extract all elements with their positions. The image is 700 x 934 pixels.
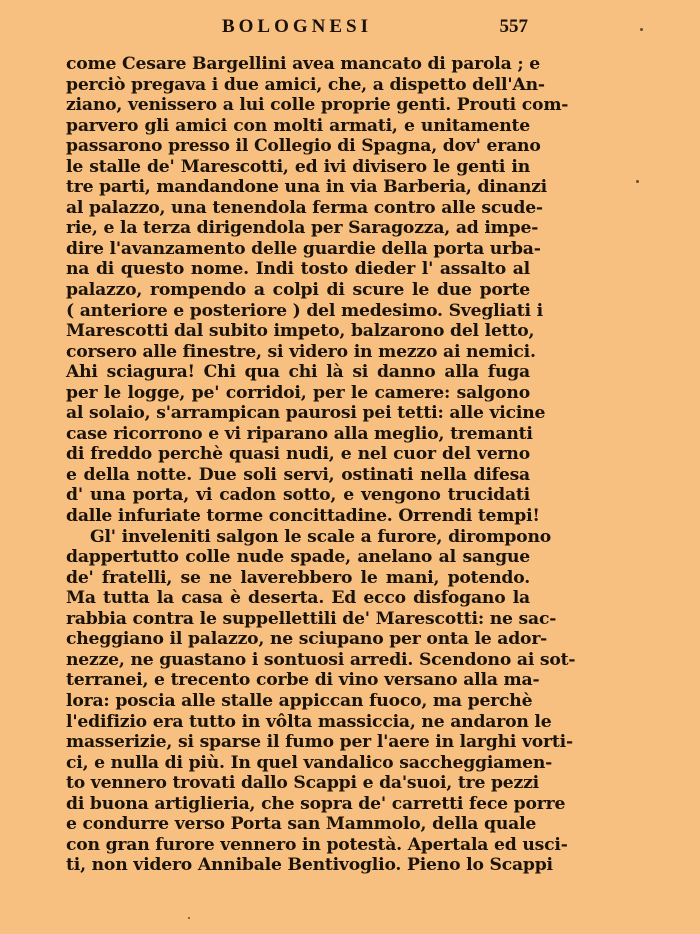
- text-line: per le logge, pe' corridoi, per le camere: salgono: [66, 382, 530, 403]
- text-line: perciò pregava i due amici, che, a dispetto dell'An-: [66, 74, 545, 95]
- text-line: con gran furore vennero in potestà. Apertala ed usci-: [66, 834, 568, 855]
- text-line: ci, e nulla di più. In quel vandalico saccheggiamen-: [66, 752, 553, 773]
- text-line: ziano, venissero a lui colle proprie genti. Prouti com-: [66, 95, 569, 116]
- text-line: ( anteriore e posteriore ) del medesimo. Svegliati i: [66, 300, 543, 321]
- text-line: Ahi sciagura! Chi qua chi là si danno alla fuga: [66, 362, 530, 383]
- text-line: de' fratelli, se ne laverebbero le mani, potendo.: [66, 567, 530, 588]
- text-line: dappertutto colle nude spade, anelano al sangue: [66, 547, 530, 568]
- text-line: Marescotti dal subito impeto, balzarono del letto,: [66, 321, 535, 342]
- text-line: Gl' inveleniti salgon le scale a furore, dirompono: [90, 526, 552, 547]
- text-line: dire l'avanzamento delle guardie della porta urba-: [66, 238, 541, 259]
- page-number: 557: [499, 16, 528, 37]
- text-line: rabbia contra le suppellettili de' Marescotti: ne sac-: [66, 608, 557, 629]
- text-line: to vennero trovati dallo Scappi e da'suoi, tre pezzi: [66, 773, 539, 794]
- text-line: le stalle de' Marescotti, ed ivi divisero le genti in: [66, 156, 530, 177]
- text-line: terranei, e trecento corbe di vino versano alla ma-: [66, 670, 540, 691]
- text-line: corsero alle finestre, si videro in mezzo ai nemici.: [66, 341, 536, 362]
- text-line: parvero gli amici con molti armati, e unitamente: [66, 115, 530, 136]
- text-line: dalle infuriate torme concittadine. Orrendi tempi!: [66, 506, 540, 527]
- text-line: al palazzo, una tenendola ferma contro alle scude-: [66, 197, 543, 218]
- running-head: [66, 14, 528, 42]
- text-line: case ricorrono e vi riparano alla meglio, tremanti: [66, 423, 533, 444]
- text-line: na di questo nome. Indi tosto dieder l' assalto al: [66, 259, 530, 280]
- text-line: cheggiano il palazzo, ne sciupano per onta le ador-: [66, 629, 548, 650]
- text-line: Ma tutta la casa è deserta. Ed ecco disfogano la: [66, 588, 530, 609]
- text-line: e della notte. Due soli servi, ostinati nella difesa: [66, 464, 530, 485]
- paper-speck: [640, 28, 643, 31]
- text-line: palazzo, rompendo a colpi di scure le due porte: [66, 280, 530, 301]
- text-line: nezze, ne guastano i sontuosi arredi. Scendono ai sot-: [66, 649, 576, 670]
- text-line: lora: poscia alle stalle appiccan fuoco, ma perchè: [66, 690, 533, 711]
- text-line: passarono presso il Collegio di Spagna, dov' erano: [66, 136, 541, 157]
- body-text: [66, 54, 576, 876]
- text-line: rie, e la terza dirigendola per Saragozza, ad impe-: [66, 218, 539, 239]
- running-title: BOLOGNESI: [221, 16, 373, 37]
- text-line: d' una porta, vi cadon sotto, e vengono trucidati: [66, 485, 530, 506]
- text-line: e condurre verso Porta san Mammolo, della quale: [66, 814, 537, 835]
- paper-speck: [636, 180, 639, 183]
- text-line: l'edifizio era tutto in vôlta massiccia, ne andaron le: [66, 711, 552, 732]
- paper-speck: [188, 917, 190, 919]
- text-line: tre parti, mandandone una in via Barberia, dinanzi: [66, 177, 548, 198]
- text-line: di buona artiglieria, che sopra de' carretti fece porre: [66, 793, 566, 814]
- text-line: al solaio, s'arrampican paurosi pei tetti: alle vicine: [66, 403, 546, 424]
- text-line: masserizie, si sparse il fumo per l'aere in larghi vorti-: [66, 732, 573, 753]
- text-line: come Cesare Bargellini avea mancato di parola ; e: [66, 54, 541, 74]
- text-line: ti, non videro Annibale Bentivoglio. Pieno lo Scappi: [66, 855, 553, 876]
- text-line: di freddo perchè quasi nudi, e nel cuor del verno: [66, 444, 530, 465]
